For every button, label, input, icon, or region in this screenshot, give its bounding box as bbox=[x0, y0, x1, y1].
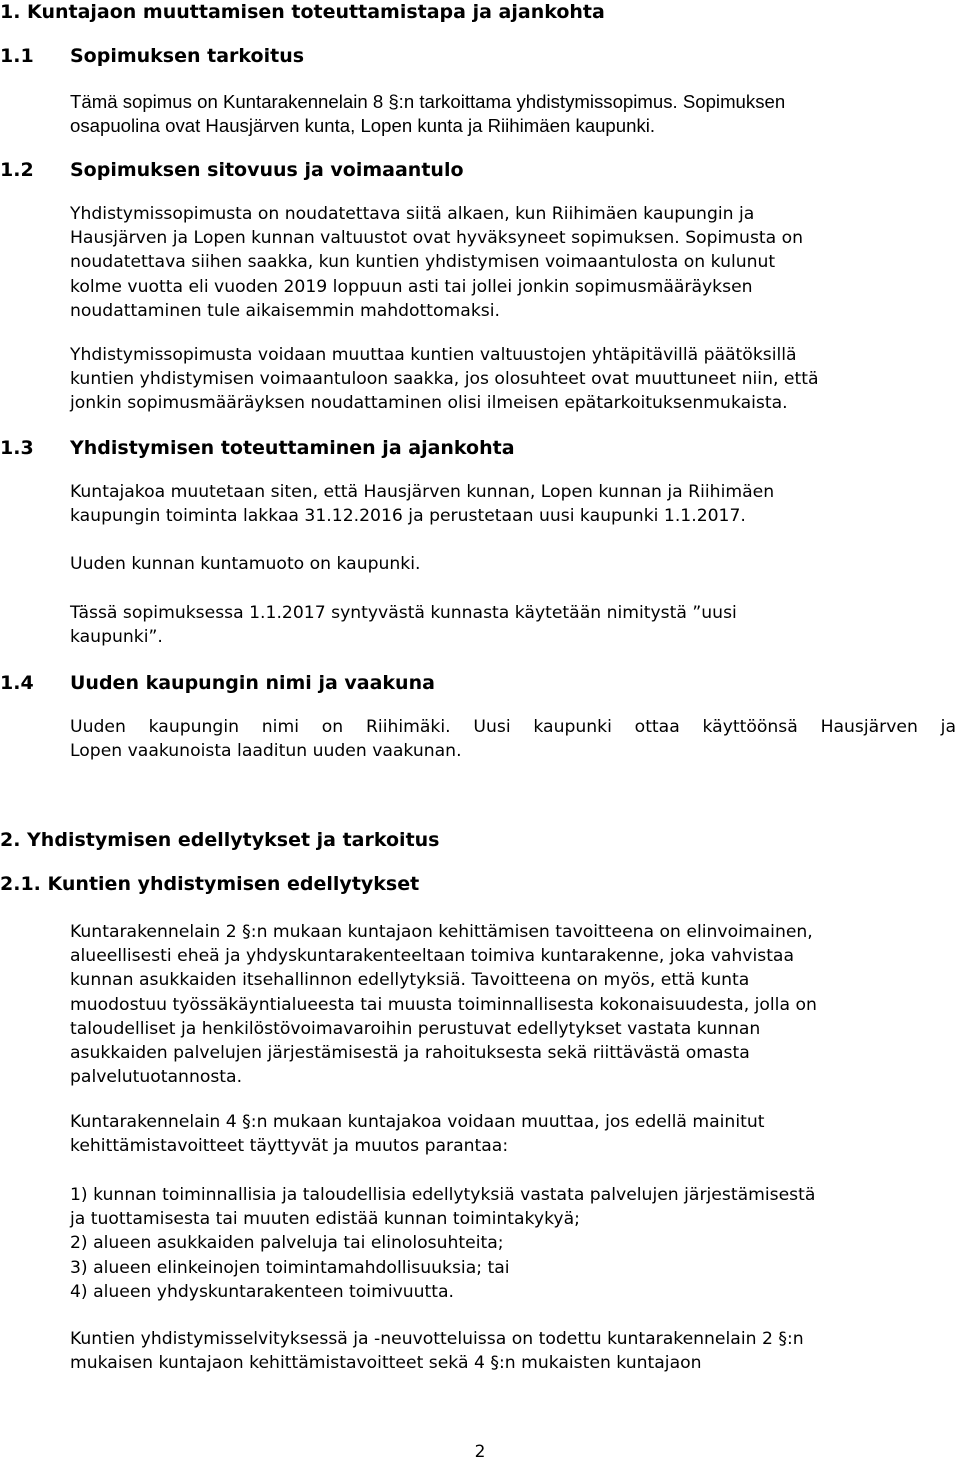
text-line: Hausjärven ja Lopen kunnan valtuustot ovat hyväksyneet sopimuksen. Sopimusta on bbox=[70, 228, 804, 249]
subsection-number: 1.2 bbox=[0, 159, 34, 181]
text-line: jonkin sopimusmääräyksen noudattaminen olisi ilmeisen epätarkoituksenmukaista. bbox=[70, 393, 788, 414]
text-line: kaupungin toiminta lakkaa 31.12.2016 ja perustetaan uusi kaupunki 1.1.2017. bbox=[70, 506, 746, 527]
paragraph-1-1 bbox=[70, 90, 956, 138]
subsection-number: 2.1. bbox=[0, 873, 41, 895]
text-line: palvelutuotannosta. bbox=[70, 1067, 243, 1088]
paragraph-2-1-b bbox=[70, 1110, 956, 1158]
text-line: Kuntajakoa muutetaan siten, että Hausjärven kunnan, Lopen kunnan ja Riihimäen bbox=[70, 482, 775, 502]
paragraph-1-4 bbox=[70, 715, 956, 763]
text-line: Uuden kaupungin nimi on Riihimäki. Uusi kaupunki ottaa käyttöönsä Hausjärven ja bbox=[70, 717, 956, 737]
list-item: 1) kunnan toiminnallisia ja taloudellisia edellytyksiä vastata palvelujen järjestämisestä bbox=[70, 1185, 816, 1205]
subsection-title: Sopimuksen tarkoitus bbox=[70, 45, 305, 67]
text-line: kehittämistavoitteet täyttyvät ja muutos parantaa: bbox=[70, 1136, 509, 1157]
subsection-1-2-heading bbox=[0, 158, 464, 182]
section-2-heading-text: 2. Yhdistymisen edellytykset ja tarkoitus bbox=[0, 829, 440, 851]
subsection-1-3-heading bbox=[0, 436, 515, 460]
section-1-heading-text: 1. Kuntajaon muuttamisen toteuttamistapa ja ajankohta bbox=[0, 1, 605, 23]
text-line: mukaisen kuntajaon kehittämistavoitteet sekä 4 §:n mukaisten kuntajaon bbox=[70, 1353, 702, 1374]
subsection-title: Kuntien yhdistymisen edellytykset bbox=[47, 873, 420, 895]
text-line: Lopen vaakunoista laaditun uuden vaakunan. bbox=[70, 741, 462, 762]
text-line: taloudelliset ja henkilöstövoimavaroihin perustuvat edellytykset vastata kunnan bbox=[70, 1018, 761, 1039]
text-line: noudattaminen tule aikaisemmin mahdottomaksi. bbox=[70, 300, 500, 321]
subsection-1-4-heading bbox=[0, 671, 435, 695]
text-line: kuntien yhdistymisen voimaantuloon saakka, jos olosuhteet ovat muuttuneet niin, että bbox=[70, 369, 819, 390]
subsection-number: 1.3 bbox=[0, 437, 34, 459]
subsection-title: Yhdistymisen toteuttaminen ja ajankohta bbox=[70, 437, 515, 459]
section-1-heading bbox=[0, 0, 605, 24]
text-line: Tässä sopimuksessa 1.1.2017 syntyvästä kunnasta käytetään nimitystä ”uusi bbox=[70, 603, 737, 623]
section-2-heading bbox=[0, 828, 440, 852]
criteria-list bbox=[70, 1183, 956, 1304]
text-line: Kuntien yhdistymisselvityksessä ja -neuvotteluissa on todettu kuntarakennelain 2 §:n bbox=[70, 1329, 804, 1349]
text-line: Uuden kunnan kuntamuoto on kaupunki. bbox=[70, 554, 421, 574]
paragraph-1-3-c bbox=[70, 601, 956, 649]
text-line: Tämä sopimus on Kuntarakennelain 8 §:n tarkoittama yhdistymissopimus. Sopimuksen bbox=[70, 91, 786, 112]
text-line: Kuntarakennelain 2 §:n mukaan kuntajaon kehittämisen tavoitteena on elinvoimainen, bbox=[70, 922, 813, 942]
text-line: Yhdistymissopimusta on noudatettava siitä alkaen, kun Riihimäen kaupungin ja bbox=[70, 204, 755, 224]
paragraph-1-2-b bbox=[70, 343, 956, 416]
list-item: 3) alueen elinkeinojen toimintamahdollisuuksia; tai bbox=[70, 1257, 510, 1278]
subsection-1-1-heading bbox=[0, 44, 304, 68]
text-line: kaupunki”. bbox=[70, 627, 163, 648]
text-line: alueellisesti eheä ja yhdyskuntarakenteeltaan toimiva kuntarakenne, joka vahvistaa bbox=[70, 946, 794, 967]
subsection-number: 1.1 bbox=[0, 45, 34, 67]
subsection-title: Uuden kaupungin nimi ja vaakuna bbox=[70, 672, 435, 694]
text-line: kolme vuotta eli vuoden 2019 loppuun asti tai jollei jonkin sopimusmääräyksen bbox=[70, 276, 753, 297]
paragraph-1-3-a bbox=[70, 480, 956, 528]
text-line: asukkaiden palvelujen järjestämisestä ja rahoituksesta sekä riittävästä omasta bbox=[70, 1043, 750, 1064]
list-item: ja tuottamisesta tai muuten edistää kunnan toimintakykyä; bbox=[70, 1209, 580, 1230]
page-number: 2 bbox=[474, 1442, 486, 1462]
text-line: muodostuu työssäkäyntialueesta tai muusta toiminnallisesta kokonaisuudesta, jolla on bbox=[70, 994, 817, 1015]
text-line: kunnan asukkaiden itsehallinnon edellytyksiä. Tavoitteena on myös, että kunta bbox=[70, 970, 750, 991]
paragraph-2-1-a bbox=[70, 920, 956, 1089]
paragraph-2-1-c bbox=[70, 1327, 956, 1375]
paragraph-1-3-b bbox=[70, 552, 956, 576]
subsection-2-1-heading bbox=[0, 872, 419, 896]
text-line: noudatettava siihen saakka, kun kuntien yhdistymisen voimaantulosta on kulunut bbox=[70, 252, 776, 273]
subsection-title: Sopimuksen sitovuus ja voimaantulo bbox=[70, 159, 464, 181]
text-line: Kuntarakennelain 4 §:n mukaan kuntajakoa voidaan muuttaa, jos edellä mainitut bbox=[70, 1112, 765, 1132]
list-item: 4) alueen yhdyskuntarakenteen toimivuutta. bbox=[70, 1281, 455, 1302]
text-line: osapuolina ovat Hausjärven kunta, Lopen kunta ja Riihimäen kaupunki. bbox=[70, 115, 656, 137]
list-item: 2) alueen asukkaiden palveluja tai elinolosuhteita; bbox=[70, 1233, 504, 1254]
text-line: Yhdistymissopimusta voidaan muuttaa kuntien valtuustojen yhtäpitävillä päätöksillä bbox=[70, 345, 797, 365]
paragraph-1-2-a bbox=[70, 202, 956, 323]
subsection-number: 1.4 bbox=[0, 672, 34, 694]
